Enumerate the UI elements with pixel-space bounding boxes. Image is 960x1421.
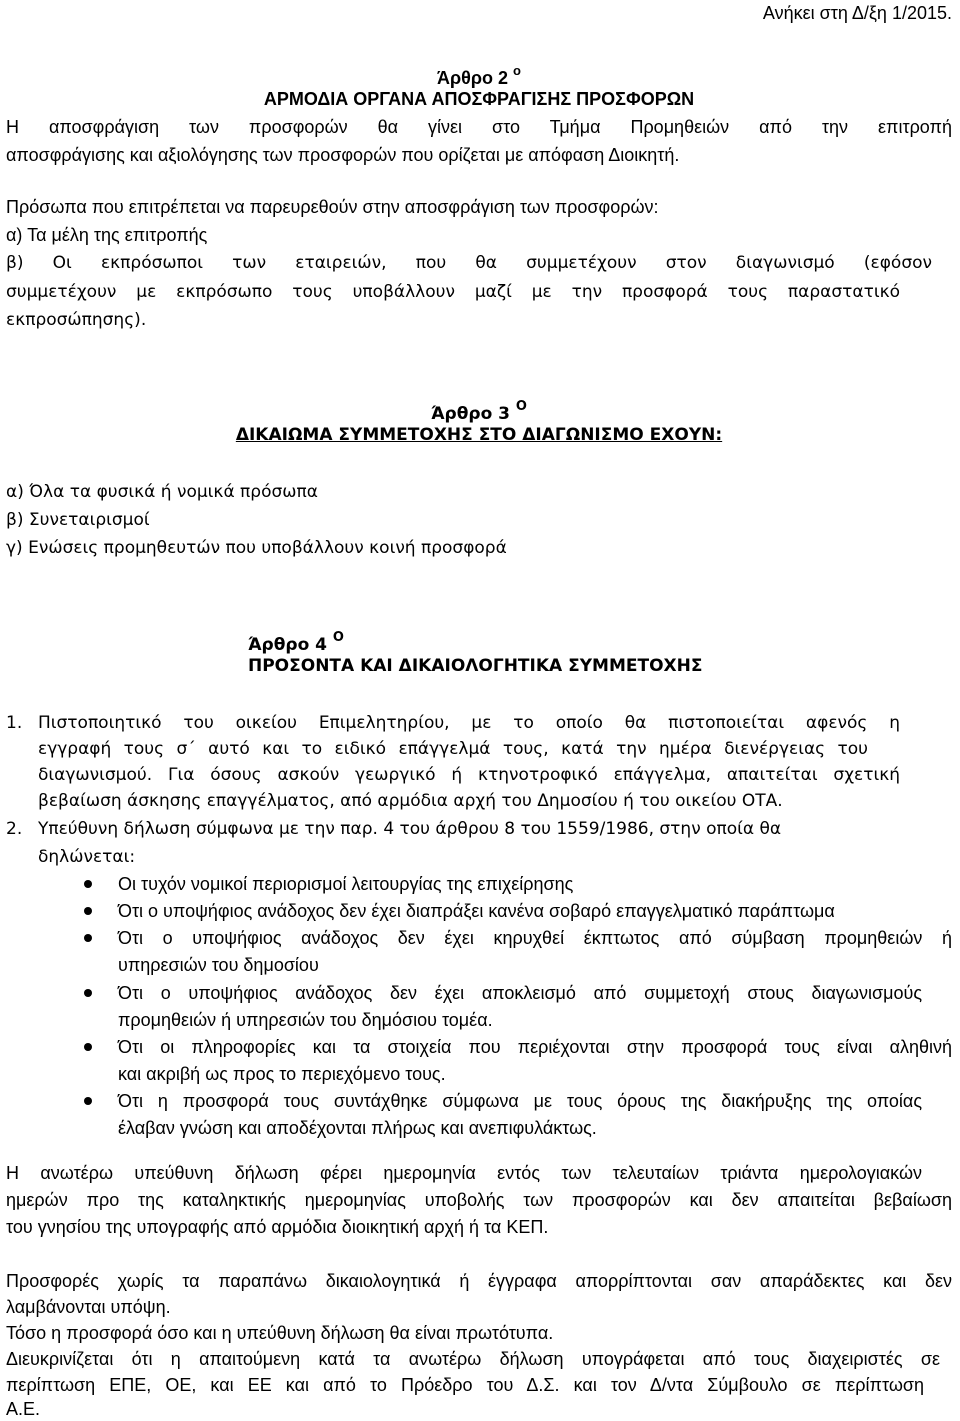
article-2-paragraph-line: Πρόσωπα που επιτρέπεται να παρευρεθούν στην αποσφράγιση των προσφορών: [6,197,659,217]
closing-paragraph-line: Προσφορές χωρίς τα παραπάνω δικαιολογητικά ή έγγραφα απορρίπτονται σαν απαράδεκτες και δεν [6,1271,952,1291]
article-2-superscript: ο [513,63,521,78]
article-4-item-1-number: 1. [6,713,23,733]
closing-paragraph-line: Τόσο η προσφορά όσο και η υπεύθυνη δήλωση θα είναι πρωτότυπα. [6,1323,554,1343]
article-4-item-2-line: Υπεύθυνη δήλωση σύμφωνα με την παρ. 4 του άρθρου 8 του 1559/1986, στην οποία θα [38,819,782,839]
article-3-list-item: β) Συνεταιρισμοί [6,510,150,530]
article-3-list-item: α) Όλα τα φυσικά ή νομικά πρόσωπα [6,482,318,502]
article-2-paragraph-line: εκπροσώπησης). [6,310,147,330]
bullet-icon [84,907,92,915]
closing-paragraph-line: λαμβάνονται υπόψη. [6,1297,171,1317]
closing-paragraph-line: Α.Ε. [6,1399,41,1419]
article-3-superscript: Ο [515,399,527,414]
article-2-paragraph-line: α) Τα μέλη της επιτροπής [6,225,208,245]
declaration-bullet-line: Ότι η προσφορά τους συντάχθηκε σύμφωνα με τους όρους της διακήρυξης της οποίας [118,1091,922,1111]
article-3-list-item: γ) Ενώσεις προμηθευτών που υποβάλλουν κοινή προσφορά [6,538,507,558]
closing-paragraph-line: Η ανωτέρω υπεύθυνη δήλωση φέρει ημερομηνία εντός των τελευταίων τριάντα ημερολογιακών [6,1163,922,1183]
bullet-icon [84,1097,92,1105]
declaration-bullet-line: και ακριβή ως προς το περιεχόμενο τους. [118,1064,446,1084]
bullet-icon [84,989,92,997]
declaration-bullet-line: Ότι ο υποψήφιος ανάδοχος δεν έχει αποκλεισμό από συμμετοχή στους διαγωνισμούς [118,983,922,1003]
declaration-bullet-line: έλαβαν γνώση και αποδέχονται πλήρως και ανεπιφυλάκτως. [118,1118,597,1138]
article-2-subtitle: ΑΡΜΟΔΙΑ ΟΡΓΑΝΑ ΑΠΟΣΦΡΑΓΙΣΗΣ ΠΡΟΣΦΟΡΩΝ [263,89,695,109]
declaration-bullet-line: υπηρεσιών του δημοσίου [118,955,319,975]
closing-paragraph-line: Διευκρινίζεται ότι η απαιτούμενη κατά τα ανωτέρω δήλωση υπογράφεται από τους διαχειριστές σε [6,1349,940,1369]
declaration-bullet-line: Ότι ο υποψήφιος ανάδοχος δεν έχει κηρυχθεί έκπτωτος από σύμβαση προμηθειών ή [118,928,952,948]
bullet-icon [84,880,92,888]
closing-paragraph-line: περίπτωση ΕΠΕ, ΟΕ, και ΕΕ και από το Πρόεδρο του Δ.Σ. και τον Δ/ντα Σύμβουλο σε περίπτωση [6,1375,924,1395]
article-4-title-text: Άρθρο 4 [248,635,327,655]
bullet-icon [84,1043,92,1051]
declaration-bullet-line: Ότι οι πληροφορίες και τα στοιχεία που περιέχονται στην προσφορά τους είναι αληθινή [118,1037,952,1057]
declaration-bullet-line: Ότι ο υποψήφιος ανάδοχος δεν έχει διαπράξει κανένα σοβαρό επαγγελματικό παράπτωμα [118,901,835,921]
bullet-icon [84,934,92,942]
declaration-bullet-line: Οι τυχόν νομικοί περιορισμοί λειτουργίας της επιχείρησης [118,874,574,894]
article-2-paragraph-line: Η αποσφράγιση των προσφορών θα γίνει στο Τμήμα Προμηθειών από την επιτροπή [6,117,952,137]
article-4-item-2-number: 2. [6,819,23,839]
article-4-item-1-line: εγγραφή τους σ΄ αυτό και το ειδικό επάγγελμά τους, κατά την ημέρα διενέργειας του [38,739,868,759]
article-3-subtitle: ΔΙΚΑΙΩΜΑ ΣΥΜΜΕΤΟΧΗΣ ΣΤΟ ΔΙΑΓΩΝΙΣΜΟ ΕΧΟΥΝ: [235,425,723,445]
article-4-subtitle: ΠΡΟΣΟΝΤΑ ΚΑΙ ΔΙΚΑΙΟΛΟΓΗΤΙΚΑ ΣΥΜΜΕΤΟΧΗΣ [248,656,703,676]
article-2-paragraph-line: αποσφράγισης και αξιολόγησης των προσφορών που ορίζεται με απόφαση Διοικητή. [6,145,680,165]
article-4-item-2-line: δηλώνεται: [38,847,136,867]
article-4-item-1-line: βεβαίωση άσκησης επαγγέλματος, από αρμόδια αρχή του Δημοσίου ή του οικείου ΟΤΑ. [38,791,783,811]
article-4-item-1-line: διαγωνισμού. Για όσους ασκούν γεωργικό ή κτηνοτροφικό επάγγελμα, απαιτείται σχετική [38,765,900,785]
article-3-title-text: Άρθρο 3 [431,404,510,424]
article-2-title-text: Άρθρο 2 [437,68,509,88]
document-header-note: Ανήκει στη Δ/ξη 1/2015. [762,3,952,23]
closing-paragraph-line: του γνησίου της υπογραφής από αρμόδια διοικητική αρχή ή τα ΚΕΠ. [6,1217,549,1237]
article-2-paragraph-line: β) Οι εκπρόσωποι των εταιρειών, που θα συμμετέχουν στον διαγωνισμό (εφόσον [6,253,932,273]
article-4-item-1-line: Πιστοποιητικό του οικείου Επιμελητηρίου, με το οποίο θα πιστοποιείται αφενός η [38,713,900,733]
article-3-title [6,396,952,425]
article-4-superscript: Ο [332,630,344,645]
article-2-paragraph-line: συμμετέχουν με εκπρόσωπο τους υποβάλλουν μαζί με την προσφορά τους παραστατικό [6,282,900,302]
article-2-title [6,60,952,89]
declaration-bullet-line: προμηθειών ή υπηρεσιών του δημόσιου τομέα. [118,1010,493,1030]
article-4-title [248,627,344,656]
closing-paragraph-line: ημερών προ της καταληκτικής ημερομηνίας υποβολής των προσφορών και δεν απαιτείται βεβαίωση [6,1190,952,1210]
